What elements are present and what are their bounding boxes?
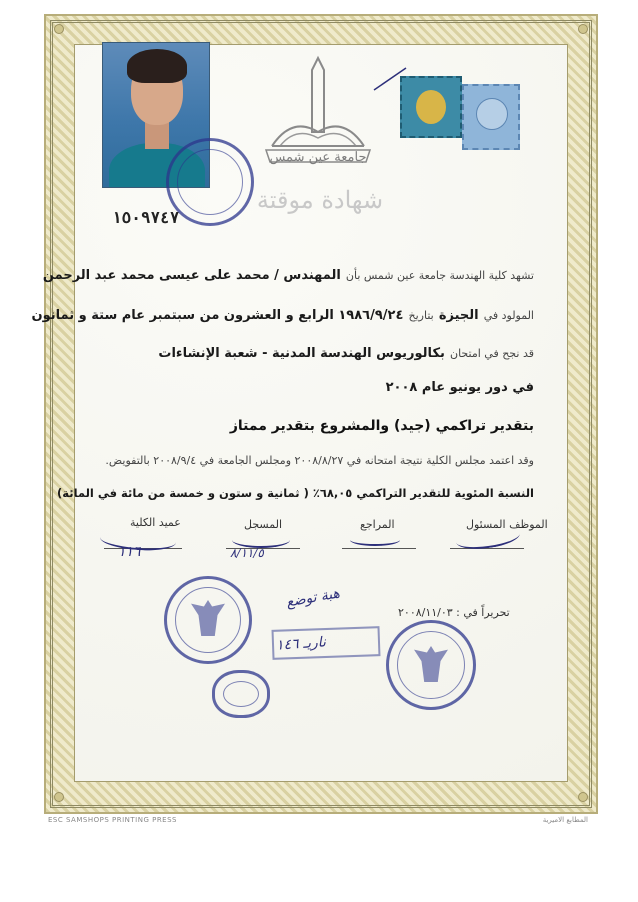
signature-label-reviewer: المراجع xyxy=(360,518,395,531)
signature-label-dean: عميد الكلية xyxy=(130,516,181,529)
revenue-stamp xyxy=(462,84,520,150)
certificate-title: شهادة موقتة xyxy=(256,186,384,214)
small-seal xyxy=(212,670,270,718)
corner-ornament xyxy=(54,792,64,802)
handwritten-note: ناريـ ۱٤٦ xyxy=(275,634,327,654)
pen-mark-icon xyxy=(372,64,412,94)
serial-number: ١٥٠٩٧٤٧ xyxy=(112,208,180,227)
approval-note: وقد اعتمد مجلس الكلية نتيجة امتحانه في ٢٠٠٨/٨/٢٧ ومجلس الجامعة في ٢٠٠٨/٩/٤ بالتفويض. xyxy=(105,454,534,467)
percentage: النسبة المئوية للتقدير التراكمي ٦٨,٠٥٪ ( ثمانية و ستون و خمسة من مائة في المائة) xyxy=(57,486,534,500)
rectangular-stamp xyxy=(272,626,381,660)
signature-label-employee: الموظف المسئول xyxy=(466,518,548,531)
corner-ornament xyxy=(578,792,588,802)
logo-caption: جامعة عين شمس xyxy=(269,150,367,165)
signature-line xyxy=(342,548,416,549)
signature-label-registrar: المسجل xyxy=(244,518,283,531)
birth-date: ١٩٨٦/٩/٢٤ الرابع و العشرون من سبتمبر عام ستة و ثمانون xyxy=(31,308,404,323)
printer-imprint: ESC SAMSHOPS PRINTING PRESS xyxy=(48,816,177,824)
corner-ornament xyxy=(54,24,64,34)
signature-mark: ١١٦ xyxy=(118,544,141,560)
grade: بتقدير تراكمي (جيد) والمشروع بتقدير ممتاز xyxy=(229,418,534,434)
certificate-line-2 xyxy=(32,304,534,323)
signature-mark xyxy=(350,534,400,546)
issue-date: تحريراً في : ٢٠٠٨/١١/٠٣ xyxy=(398,606,510,619)
degree: بكالوريوس الهندسة المدنية - شعبة الإنشاءات xyxy=(158,346,445,361)
signature-mark: ٨/١١/٥ xyxy=(230,546,264,560)
line-text: تشهد كلية الهندسة جامعة عين شمس بأن xyxy=(345,269,534,282)
line-text: قد نجح في امتحان xyxy=(449,347,534,360)
exam-session: في دور يونيو عام ٢٠٠٨ xyxy=(385,380,534,395)
corner-ornament xyxy=(578,24,588,34)
certificate-line-3 xyxy=(158,342,534,361)
line-text: المولود في xyxy=(483,309,534,322)
certificate-line-1 xyxy=(43,264,534,283)
graduate-name: المهندس / محمد على عيسى محمد عبد الرحمن xyxy=(42,268,341,283)
printer-imprint: المطابع الاميرية xyxy=(542,816,588,824)
handwritten-note: هبة توضع xyxy=(285,585,342,611)
birth-place: الجيزة xyxy=(438,308,479,323)
line-text: بتاريخ xyxy=(408,309,434,322)
